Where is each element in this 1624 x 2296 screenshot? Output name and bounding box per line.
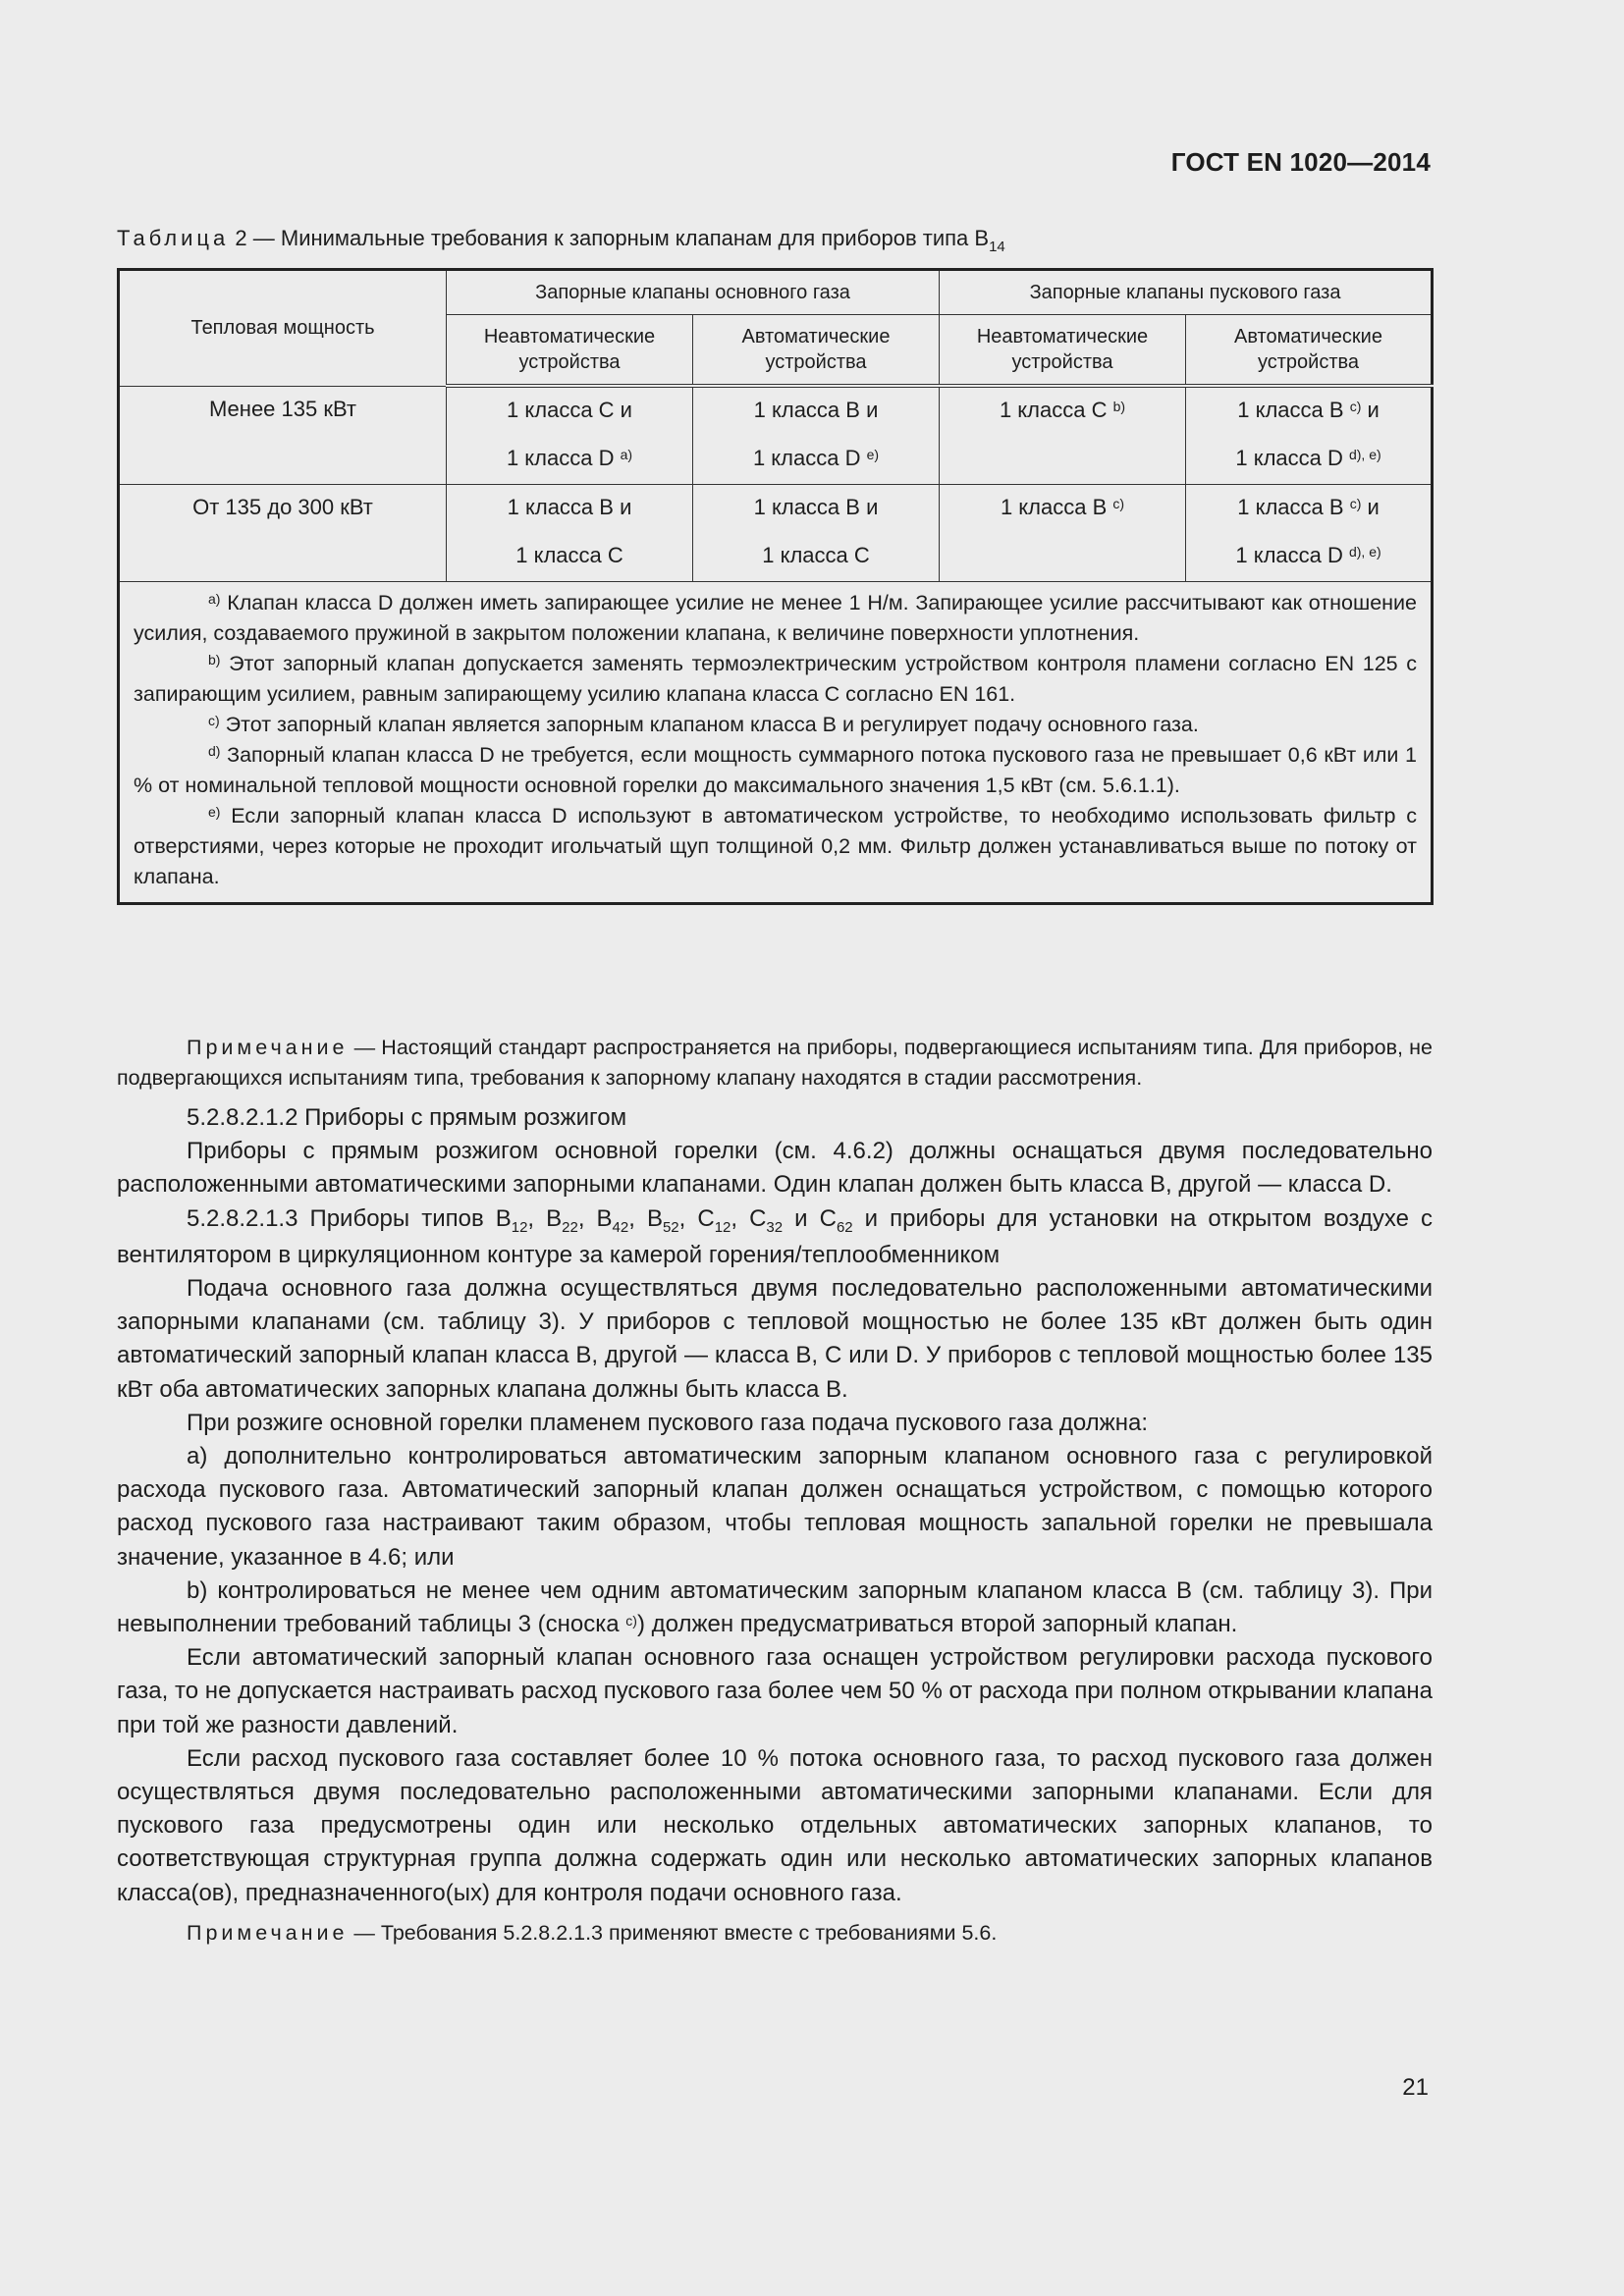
- cell-main-auto: 1 класса B и 1 класса D $^{e)}$: [693, 386, 940, 485]
- cell-power: Менее 135 кВт: [119, 386, 447, 485]
- body-text: [117, 1033, 1433, 1949]
- footnote: $^{e)}$ Если запорный клапан класса D используют в автоматическом устройстве, то необходимо использовать фильтр с отверстиями, через которые не проходит игольчатый щуп толщиной 0,2 мм. Фильтр должен устанавливаться выше по потоку от клапана.: [134, 804, 1418, 888]
- cell-main-manual: 1 класса C и 1 класса D $^{a)}$: [447, 386, 693, 485]
- cell-start-auto: 1 класса B $^{c)}$ и 1 класса D $^{d), e)}$: [1186, 485, 1433, 582]
- header-main-manual: Неавтоматические устройства: [447, 315, 693, 387]
- cell-power: От 135 до 300 кВт: [119, 485, 447, 582]
- list-item: a) дополнительно контролироваться автоматическим запорным клапаном основного газа с регулировкой расхода пускового газа. Автоматический запорный клапан должен оснащаться устройством, с помощью которого расход пускового газа настраивают таким образом, чтобы тепловая мощность запальной горелки не превышала значение, указанное в 4.6; или: [117, 1443, 1433, 1571]
- table-caption: [117, 226, 1433, 255]
- paragraph: Приборы с прямым розжигом основной горелки (см. 4.6.2) должны оснащаться двумя последовательно расположенными автоматическими запорными клапанами. Один клапан должен быть класса B, другой — класса D.: [117, 1138, 1433, 1199]
- footnote: $^{a)}$ Клапан класса D должен иметь запирающее усилие не менее 1 Н/м. Запирающее усилие рассчитывают как отношение усилия, создаваемого пружиной в закрытом положении клапана, к величине поверхности уплотнения.: [134, 591, 1418, 645]
- document-code: ГОСТ EN 1020—2014: [1170, 147, 1431, 177]
- header-start-auto: Автоматические устройства: [1186, 315, 1433, 387]
- note-paragraph: Примечание — Требования 5.2.8.2.1.3 применяют вместе с требованиями 5.6.: [187, 1920, 998, 1945]
- cell-start-manual: 1 класса B $^{c)}$: [940, 485, 1186, 582]
- caption-text: — Минимальные требования к запорным клапанам для приборов типа B: [246, 226, 990, 250]
- note-paragraph: Примечание — Настоящий стандарт распространяется на приборы, подвергающиеся испытаниям типа. Для приборов, не подвергающихся испытаниям типа, требования к запорному клапану находятся в стадии рассмотрения.: [117, 1036, 1433, 1090]
- table-footnotes: [119, 582, 1433, 904]
- paragraph: Если расход пускового газа составляет более 10 % потока основного газа, то расход пускового газа должен осуществляться двумя последовательно расположенными автоматическими запорными клапанами. Если для пускового газа предусмотрены один или несколько отдельных автоматических запорных клапанов, то соответствующая структурная группа должна содержать один или несколько автоматических запорных клапанов класса(ов), предназначенного(ых) для контроля подачи основного газа.: [117, 1744, 1433, 1906]
- footnote: $^{c)}$ Этот запорный клапан является запорным клапаном класса B и регулирует подачу основного газа.: [208, 713, 1199, 736]
- paragraph: Подача основного газа должна осуществляться двумя последовательно расположенными автоматическими запорными клапанами (см. таблицу 3). У приборов с тепловой мощностью не более 135 кВт должен быть один автоматический запорный клапан класса B, другой — класса B, C или D. У приборов с тепловой мощностью более 135 кВт оба автоматических запорных клапана должны быть класса B.: [117, 1275, 1433, 1403]
- caption-number: 2: [235, 226, 247, 250]
- cell-main-auto: 1 класса B и 1 класса C: [693, 485, 940, 582]
- table-notes-row: [119, 582, 1433, 904]
- header-main-gas-valves: Запорные клапаны основного газа: [447, 270, 940, 315]
- caption-subscript: 14: [989, 239, 1005, 255]
- header-power: Тепловая мощность: [119, 270, 447, 387]
- section-heading: 5.2.8.2.1.3 Приборы типов $B_{12}$, $B_{22}$, $B_{42}$, $B_{52}$, $C_{12}$, $C_{32}$ и $C_{62}$ и приборы для установки на открытом воздухе с вентилятором в циркуляционном контуре за камерой горения/теплообменником: [117, 1204, 1434, 1268]
- cell-start-manual: 1 класса C $^{b)}$: [940, 386, 1186, 485]
- footnote: $^{d)}$ Запорный клапан класса D не требуется, если мощность суммарного потока пускового газа не превышает 0,6 кВт или 1 % от номинальной тепловой мощности основной горелки до максимального значения 1,5 кВт (см. 5.6.1.1).: [134, 743, 1418, 797]
- section-heading: 5.2.8.2.1.2 Приборы с прямым розжигом: [187, 1104, 627, 1131]
- header-main-auto: Автоматические устройства: [693, 315, 940, 387]
- list-item: b) контролироваться не менее чем одним автоматическим запорным клапаном класса B (см. таблицу 3). При невыполнении требований таблицы 3 (сноска $^{c)}$) должен предусматриваться второй запорный клапан.: [117, 1576, 1433, 1638]
- footnote: $^{b)}$ Этот запорный клапан допускается заменять термоэлектрическим устройством контроля пламени согласно EN 125 с запирающим усилием, равным запирающему усилию клапана класса C согласно EN 161.: [134, 652, 1418, 706]
- cell-start-auto: 1 класса B $^{c)}$ и 1 класса D $^{d), e)}$: [1186, 386, 1433, 485]
- header-start-manual: Неавтоматические устройства: [940, 315, 1186, 387]
- table-row: [119, 386, 1433, 485]
- paragraph: При розжиге основной горелки пламенем пускового газа подача пускового газа должна:: [187, 1409, 1148, 1436]
- table-row: [119, 485, 1433, 582]
- header-start-gas-valves: Запорные клапаны пускового газа: [940, 270, 1433, 315]
- page-number: 21: [1402, 2074, 1429, 2101]
- paragraph: Если автоматический запорный клапан основного газа оснащен устройством регулировки расхода пускового газа, то не допускается настраивать расход пускового газа более чем 50 % от расхода при полном открывании клапана при той же разности давлений.: [117, 1644, 1433, 1738]
- valve-requirements-table: [117, 268, 1434, 905]
- caption-label: Таблица: [117, 226, 230, 250]
- cell-main-manual: 1 класса B и 1 класса C: [447, 485, 693, 582]
